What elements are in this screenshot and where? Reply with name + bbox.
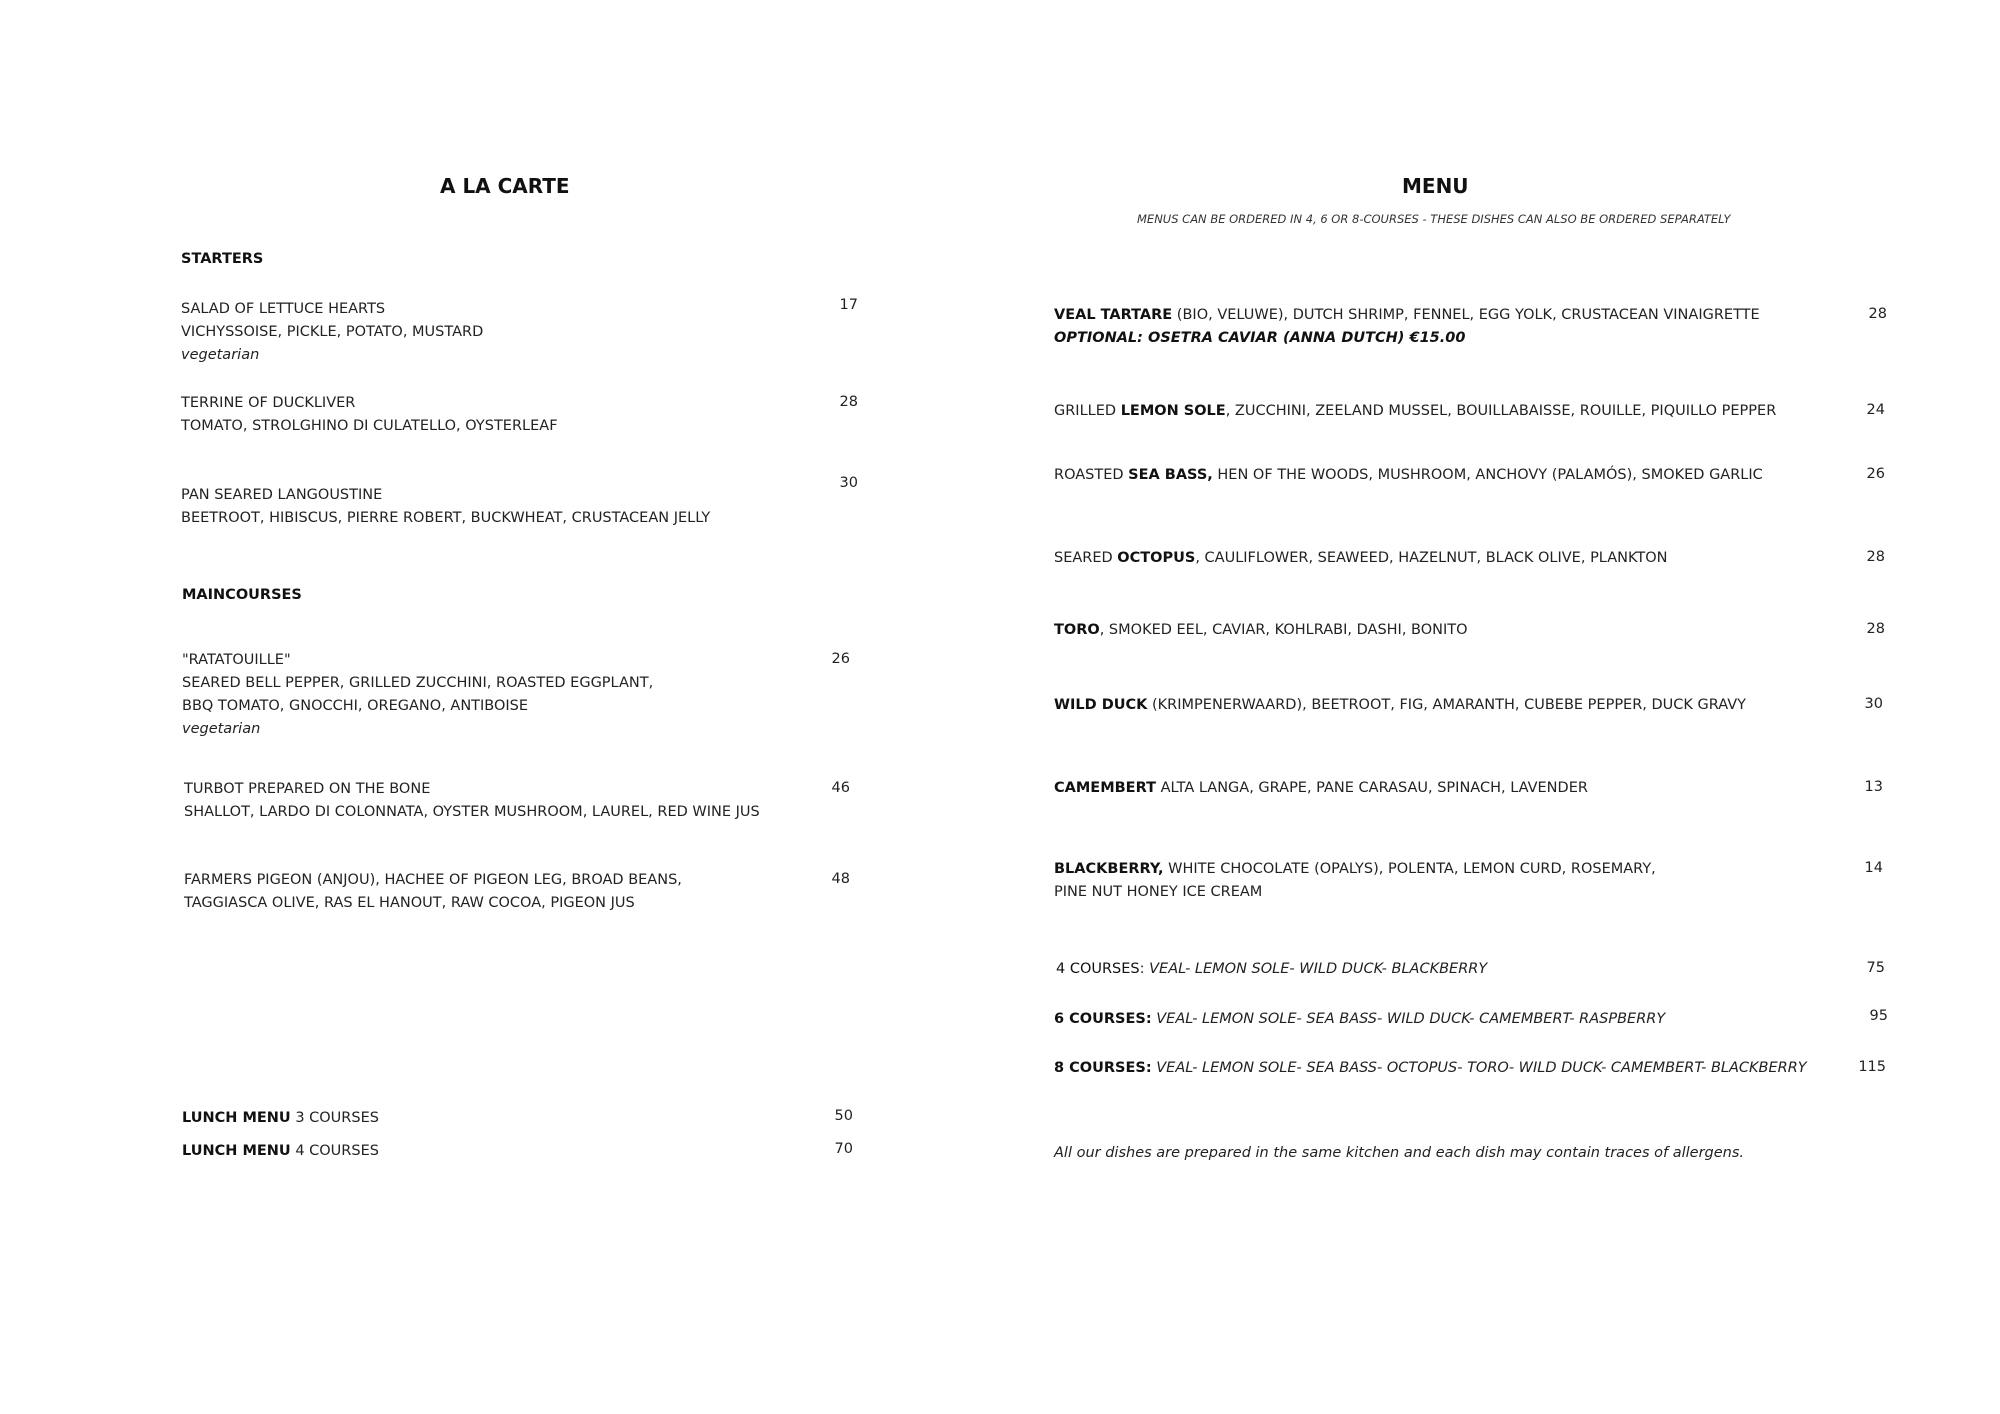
dish-price: 46: [831, 780, 850, 796]
a-la-carte-title: A LA CARTE: [440, 174, 570, 198]
dish-description: , SMOKED EEL, CAVIAR, KOHLRABI, DASHI, BONITO: [1099, 622, 1468, 638]
menu-dish: [1054, 304, 1760, 350]
starter-item: [181, 392, 558, 438]
dish-price: 48: [831, 871, 850, 887]
dish-name: PAN SEARED LANGOUSTINE: [181, 487, 383, 503]
dish-name: VEAL TARTARE: [1054, 307, 1173, 323]
lunch-menu-courses: 3 COURSES: [295, 1110, 379, 1126]
course-menu-price: 95: [1869, 1008, 1888, 1024]
vegetarian-tag: vegetarian: [182, 721, 261, 737]
dish-description: BEETROOT, HIBISCUS, PIERRE ROBERT, BUCKWHEAT, CRUSTACEAN JELLY: [181, 510, 711, 526]
dish-price: 28: [1868, 306, 1887, 322]
main-item: [182, 649, 653, 741]
main-item: [184, 869, 682, 915]
course-menu-label: 6 COURSES:: [1054, 1011, 1152, 1027]
dish-name: TERRINE OF DUCKLIVER: [181, 395, 356, 411]
dish-price: 28: [1866, 549, 1885, 565]
lunch-menu-price: 70: [834, 1141, 853, 1157]
dish-description: (KRIMPENERWAARD), BEETROOT, FIG, AMARANTH, CUBEBE PEPPER, DUCK GRAVY: [1147, 697, 1747, 713]
dish-price: 13: [1864, 779, 1883, 795]
dish-description: BBQ TOMATO, GNOCCHI, OREGANO, ANTIBOISE: [182, 698, 529, 714]
lunch-menu-item: [182, 1107, 379, 1130]
lunch-menu-label: LUNCH MENU: [182, 1143, 291, 1159]
dish-description: (BIO, VELUWE), DUTCH SHRIMP, FENNEL, EGG YOLK, CRUSTACEAN VINAIGRETTE: [1172, 307, 1760, 323]
menu-dish: [1054, 694, 1746, 717]
starters-heading: STARTERS: [181, 251, 264, 267]
course-menu-label: 8 COURSES:: [1054, 1060, 1152, 1076]
main-item: [184, 778, 760, 824]
menu-dish: [1054, 400, 1776, 423]
menu-dish: [1054, 547, 1667, 570]
dish-price: 26: [1866, 466, 1885, 482]
dish-price: 17: [839, 297, 858, 313]
dish-name: LEMON SOLE: [1120, 403, 1226, 419]
vegetarian-tag: vegetarian: [181, 347, 260, 363]
course-menu-sep: :: [1139, 961, 1150, 977]
dish-description: TAGGIASCA OLIVE, RAS EL HANOUT, RAW COCOA, PIGEON JUS: [184, 895, 635, 911]
dish-description: VICHYSSOISE, PICKLE, POTATO, MUSTARD: [181, 324, 484, 340]
dish-price: 14: [1864, 860, 1883, 876]
dish-description: ALTA LANGA, GRAPE, PANE CARASAU, SPINACH, LAVENDER: [1156, 780, 1588, 796]
dish-name: "RATATOUILLE": [182, 652, 291, 668]
dish-prefix: ROASTED: [1054, 467, 1129, 483]
dish-name: TORO: [1054, 622, 1100, 638]
dish-name: SALAD OF LETTUCE HEARTS: [181, 301, 386, 317]
starter-item: [181, 298, 483, 367]
dish-price: 30: [1864, 696, 1883, 712]
course-menu: [1054, 1008, 1665, 1031]
course-menu: [1054, 1057, 1807, 1080]
dish-name: CAMEMBERT: [1054, 780, 1156, 796]
dish-description: TOMATO, STROLGHINO DI CULATELLO, OYSTERLEAF: [181, 418, 558, 434]
dish-prefix: GRILLED: [1054, 403, 1121, 419]
dish-price: 28: [1866, 621, 1885, 637]
dish-name: WILD DUCK: [1054, 697, 1148, 713]
dish-description: PINE NUT HONEY ICE CREAM: [1054, 884, 1263, 900]
dish-description: , CAULIFLOWER, SEAWEED, HAZELNUT, BLACK OLIVE, PLANKTON: [1195, 550, 1668, 566]
dish-price: 30: [839, 475, 858, 491]
dish-price: 26: [831, 651, 850, 667]
allergen-footnote: All our dishes are prepared in the same kitchen and each dish may contain traces of allergens.: [1054, 1145, 1745, 1161]
menu-dish: [1054, 858, 1656, 904]
caviar-option: OPTIONAL: OSETRA CAVIAR (ANNA DUTCH) €15.00: [1054, 330, 1466, 346]
dish-description: WHITE CHOCOLATE (OPALYS), POLENTA, LEMON CURD, ROSEMARY,: [1163, 861, 1656, 877]
dish-name: TURBOT PREPARED ON THE BONE: [184, 781, 431, 797]
dish-description: HEN OF THE WOODS, MUSHROOM, ANCHOVY (PALAMÓS), SMOKED GARLIC: [1212, 467, 1763, 483]
dish-price: 24: [1866, 402, 1885, 418]
lunch-menu-item: [182, 1140, 379, 1163]
dish-name: SEA BASS,: [1128, 467, 1213, 483]
dish-description: , ZUCCHINI, ZEELAND MUSSEL, BOUILLABAISSE, ROUILLE, PIQUILLO PEPPER: [1225, 403, 1777, 419]
course-menu-price: 115: [1858, 1059, 1886, 1075]
maincourses-heading: MAINCOURSES: [182, 587, 302, 603]
course-menu-items: VEAL- LEMON SOLE- SEA BASS- WILD DUCK- CAMEMBERT- RASPBERRY: [1156, 1011, 1666, 1027]
starter-item: [181, 484, 710, 530]
menu-dish: [1054, 619, 1468, 642]
dish-prefix: SEARED: [1054, 550, 1118, 566]
course-menu-items: VEAL- LEMON SOLE- SEA BASS- OCTOPUS- TORO- WILD DUCK- CAMEMBERT- BLACKBERRY: [1156, 1060, 1807, 1076]
dish-name: FARMERS PIGEON (ANJOU), HACHEE OF PIGEON LEG, BROAD BEANS,: [184, 872, 682, 888]
dish-price: 28: [839, 394, 858, 410]
lunch-menu-price: 50: [834, 1108, 853, 1124]
lunch-menu-label: LUNCH MENU: [182, 1110, 291, 1126]
course-menu-price: 75: [1866, 960, 1885, 976]
course-menu-items: VEAL- LEMON SOLE- WILD DUCK- BLACKBERRY: [1149, 961, 1488, 977]
dish-description: SHALLOT, LARDO DI COLONNATA, OYSTER MUSHROOM, LAUREL, RED WINE JUS: [184, 804, 760, 820]
menu-dish: [1054, 777, 1588, 800]
menu-dish: [1054, 464, 1763, 487]
course-menu-label: 4 COURSES: [1056, 961, 1140, 977]
dish-name: BLACKBERRY,: [1054, 861, 1164, 877]
lunch-menu-courses: 4 COURSES: [295, 1143, 379, 1159]
menu-title: MENU: [1402, 174, 1469, 198]
dish-name: OCTOPUS: [1117, 550, 1196, 566]
dish-description: SEARED BELL PEPPER, GRILLED ZUCCHINI, ROASTED EGGPLANT,: [182, 675, 654, 691]
course-menu: [1056, 958, 1487, 981]
menu-subtitle: MENUS CAN BE ORDERED IN 4, 6 OR 8-COURSES - THESE DISHES CAN ALSO BE ORDERED SEPARATELY: [1137, 212, 1731, 226]
